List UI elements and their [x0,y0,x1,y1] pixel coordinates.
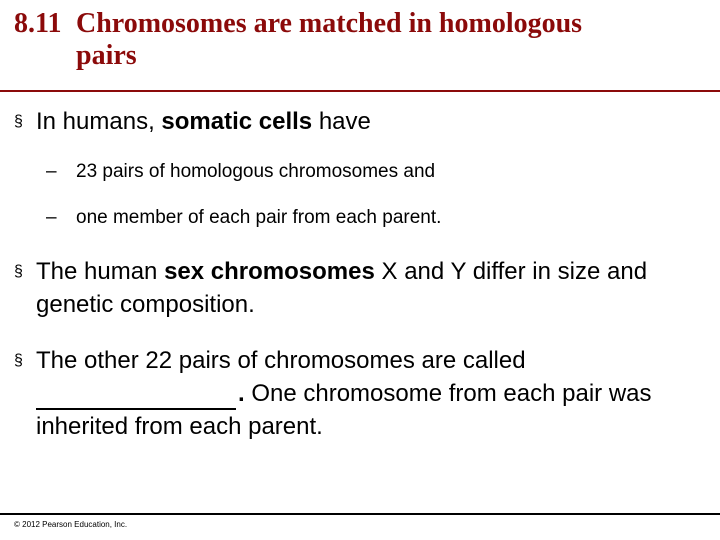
bullet-bold-term: somatic cells [161,108,313,135]
bullet-marker: § [14,263,23,280]
bullet-text: X and Y differ in size and genetic composition. [36,258,648,318]
title-line-2: pairs [76,40,137,71]
slide-number: 8.11 [14,8,62,39]
bullet-marker: § [14,113,23,130]
bullet-3 [14,344,694,443]
sub-bullet-text: 23 pairs of homologous chromosomes and [76,161,436,182]
bullet-text: One chromosome from each pair was inherited from each parent. [36,380,652,440]
fill-in-blank [36,384,236,410]
title-divider [0,90,720,92]
bullet-text: have [312,108,371,135]
bullet-bold-term: sex chromosomes [164,258,375,285]
sub-bullet-text: one member of each pair from each parent. [76,207,442,228]
bullet-1 [14,105,694,138]
sub-bullet-marker: – [46,161,57,182]
sub-bullet-marker: – [46,207,57,228]
sub-bullet-2 [46,205,686,231]
blank-period: . [238,380,245,407]
bullet-text: The human [36,258,165,285]
bullet-text: The other 22 pairs of chromosomes are called [36,347,526,374]
bullet-marker: § [14,352,23,369]
sub-bullet-1 [46,159,686,185]
footer-divider [0,513,720,515]
copyright-footer: © 2012 Pearson Education, Inc. [14,520,128,529]
title-line-1: Chromosomes are matched in homologous [76,8,583,39]
slide-title [14,8,704,72]
bullet-2 [14,255,694,321]
bullet-text: In humans, [36,108,162,135]
